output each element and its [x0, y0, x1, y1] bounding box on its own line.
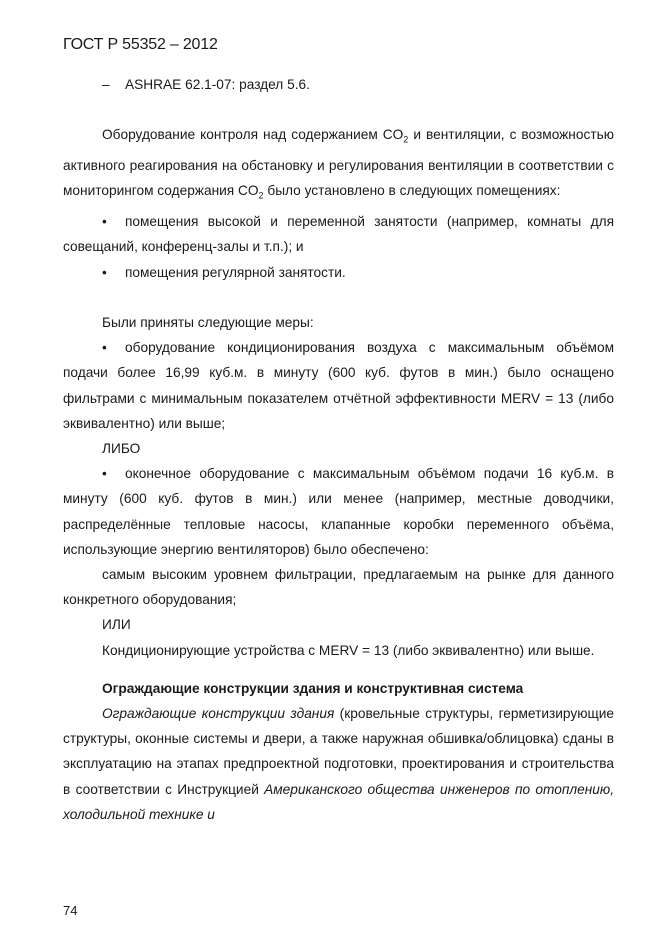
ashrae-text: ASHRAE 62.1-07: раздел 5.6.: [125, 77, 310, 92]
list-item-text: оконечное оборудование с максимальным объёмом подачи 16 куб.м. в минуту (600 куб. футов в мин.) или менее (например, местные доводчики, распределённые тепловые насосы, клапанные коробки переменного объёма, использующие энергию вентиляторов) было обеспечено:: [63, 466, 614, 557]
or-separator: ЛИБО: [102, 440, 141, 456]
dash-marker: –: [102, 77, 110, 92]
co2-text-b: и вентиляции, с возможностью активного реагирования на обстановку и регулирования вентиляции в соответствии с мониторингом содержания CO: [63, 127, 614, 199]
list-item: [63, 209, 614, 259]
or-separator: ИЛИ: [102, 617, 131, 633]
filtration-paragraph: самым высоким уровнем фильтрации, предлагаемым на рынке для данного конкретного оборудования;: [63, 566, 614, 608]
list-item: [63, 461, 614, 562]
envelope-paragraph: [63, 701, 614, 827]
page-number: 74: [63, 903, 78, 918]
page-body: [63, 72, 614, 827]
list-item-text: оборудование кондиционирования воздуха с максимальным объёмом подачи более 16,99 куб.м. в минуту (600 куб. футов в мин.) было оснащено фильтрами с минимальным показателем отчётной эффективности MERV = 13 (либо эквивалентно) или выше;: [63, 340, 614, 431]
co2-paragraph: [63, 122, 614, 209]
list-item-text: помещения высокой и переменной занятости (например, комнаты для совещаний, конференц-залы и т.п.); и: [63, 214, 614, 255]
envelope-italic-term: Ограждающие конструкции здания: [102, 705, 335, 721]
bullet-icon: •: [102, 340, 107, 356]
bullet-icon: •: [102, 214, 107, 230]
co2-subscript-2: 2: [258, 191, 264, 202]
conditioning-paragraph: Кондиционирующие устройства с MERV = 13 (либо эквивалентно) или выше.: [102, 642, 595, 658]
list-item: [63, 260, 614, 285]
envelope-text: (кровельные структуры, герметизирующие структуры, оконные системы и двери, а также наружная обшивка/облицовка) сданы в эксплуатацию на этапах предпроектной подготовки, проектирования и строительства в соответствии с Инструкцией: [63, 705, 614, 797]
ashrae-reference: [63, 72, 614, 97]
co2-text-a: Оборудование контроля над содержанием CO: [102, 127, 404, 143]
list-item-text: помещения регулярной занятости.: [125, 264, 346, 280]
list-item: [63, 335, 614, 436]
measures-intro: Были приняты следующие меры:: [102, 314, 314, 330]
section-heading: Ограждающие конструкции здания и конструктивная система: [102, 680, 524, 696]
document-header: ГОСТ Р 55352 – 2012: [63, 36, 218, 53]
co2-text-c: было установлено в следующих помещениях:: [263, 183, 561, 199]
bullet-icon: •: [102, 466, 107, 482]
envelope-italic-reference: Американского общества инженеров по отоплению, холодильной технике и: [63, 781, 614, 822]
bullet-icon: •: [102, 264, 107, 280]
co2-subscript-1: 2: [403, 134, 409, 145]
